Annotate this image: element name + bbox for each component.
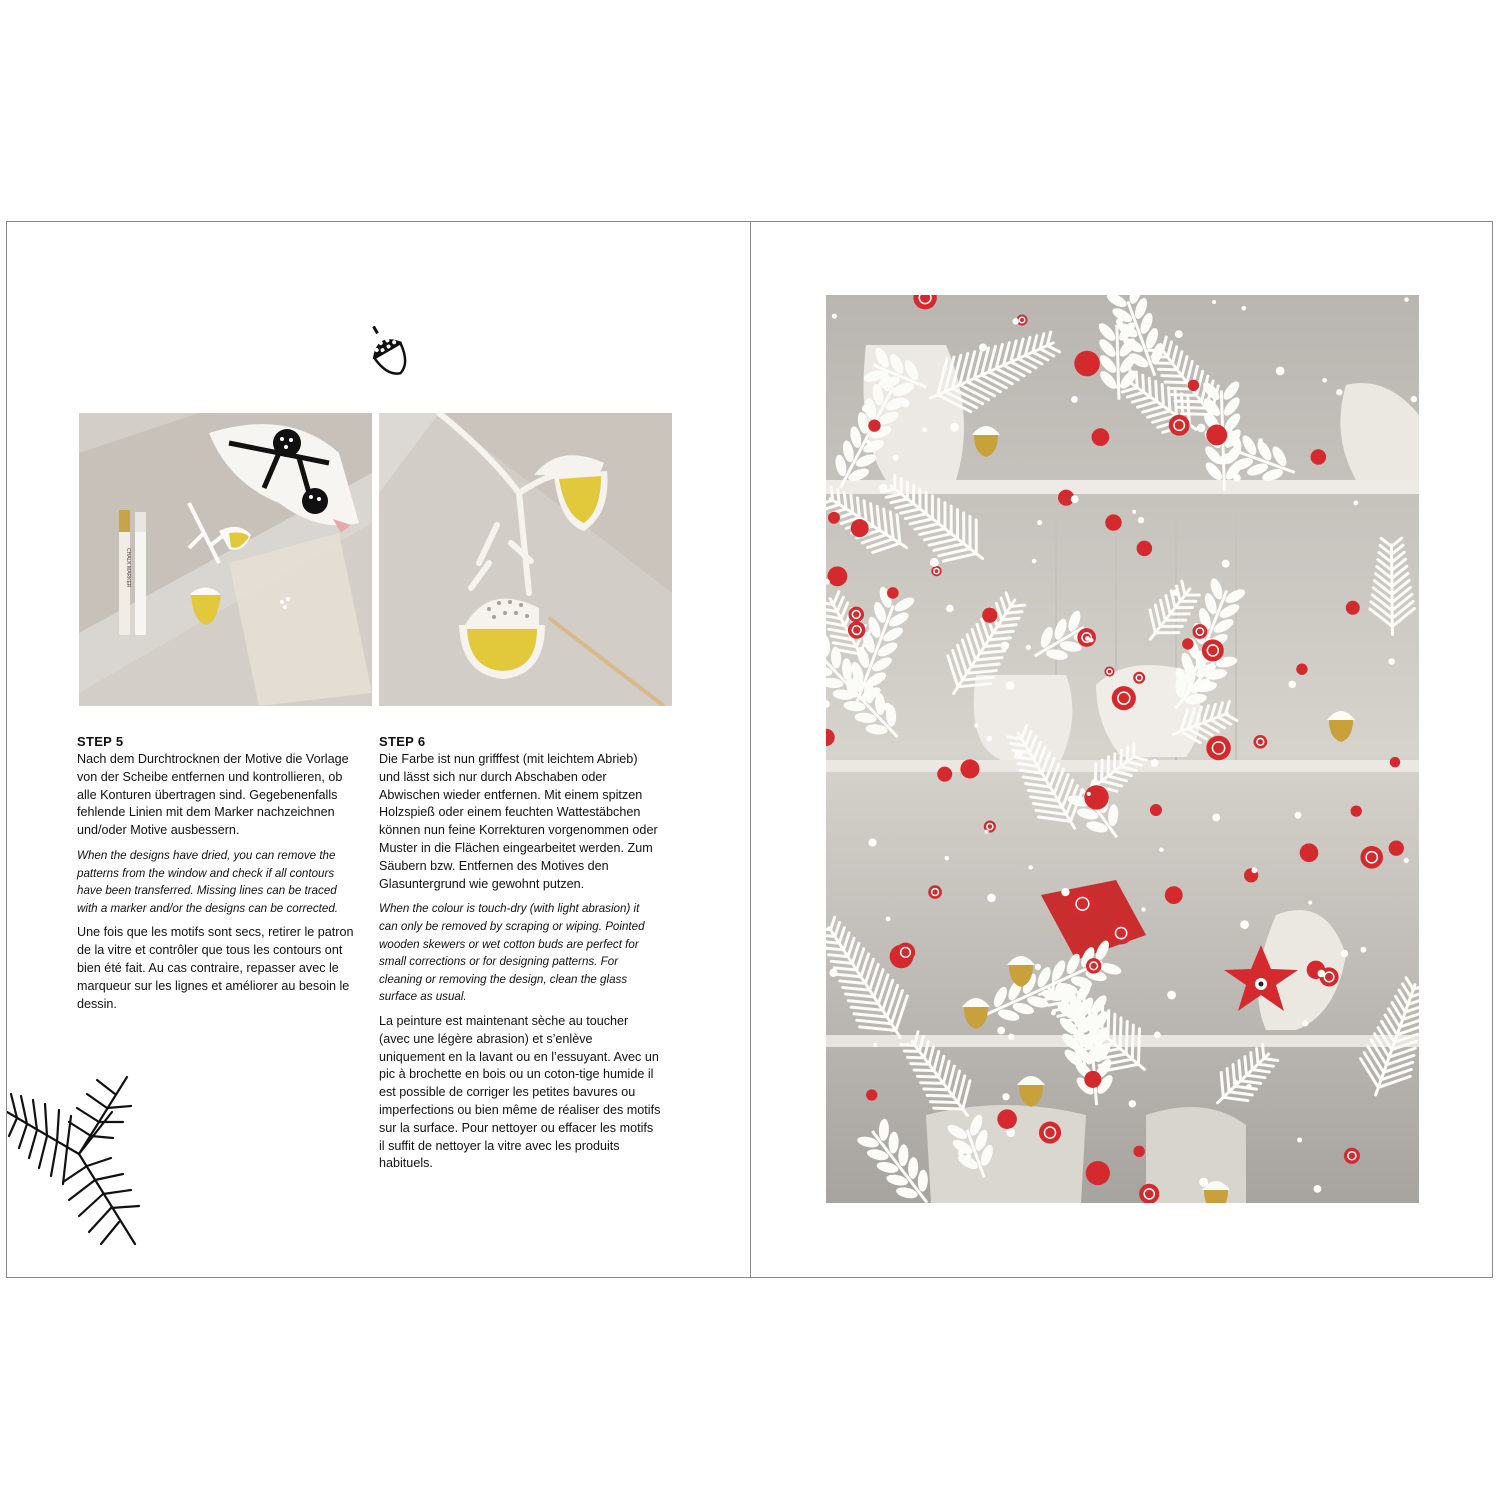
step5-section [77,733,359,1020]
step6-heading: STEP 6 [379,734,426,749]
step6-french-text: La peinture est maintenant sèche au toucher (avec une légère abrasion) et s’enlève uniquement en la lavant ou en l’essuyant. Avec un pic à brochette en bois ou un coton-tige humide il est possible de corriger les petites bavures ou imperfections ou bien même de réaliser des motifs sur la surface. Pour nettoyer ou effacer les motifs il suffit de nettoyer la vitre avec les produits habituels. [379,1013,661,1171]
page-gutter [750,222,751,1277]
step6-photo [379,413,672,706]
step5-heading: STEP 5 [77,734,124,749]
step5-english-text: When the designs have dried, you can remove the patterns from the window and check if all contours have been transferred. Missing lines can be traced with a marker and/or the designs can be corrected. [77,848,338,915]
pine-branch-icon [7,1072,147,1252]
step5-german-text: Nach dem Durchtrocknen der Motive die Vorlage von der Scheibe entfernen und kontrollieren, ob alle Konturen übertragen sind. Gegebenenfalls fehlende Linien mit dem Marker nachzeichnen und/oder Motive ausbessern. [77,752,349,838]
step6-english-text: When the colour is touch-dry (with light abrasion) it can only be removed by scraping or wiping. Pointed wooden skewers or wet cotton buds are perfect for small corrections or for designing patterns. For cleaning or removing the design, clean the glass surface as usual. [379,902,645,1004]
step5-photo [79,413,372,706]
marker-label: CHALK MARKER [125,548,131,588]
step6-german-text: Die Farbe ist nun grifffest (mit leichtem Abrieb) und lässt sich nur durch Abschaben oder Abwischen wieder entfernen. Mit einem spitzen Holzspieß oder einem feuchten Wattestäbchen können nun feine Korrekturen vorgenommen oder Muster in die Flächen eingearbeitet werden. Zum Säubern bzw. Entfernen des Motives den Glasuntergrund wie gewohnt putzen. [379,752,658,891]
acorn-icon [359,326,421,384]
window-painting-photo [826,295,1419,1203]
step6-section [379,733,661,1180]
step5-french-text: Une fois que les motifs sont secs, retirer le patron de la vitre et contrôler que tous les contours ont bien été fait. Au cas contraire, repasser avec le marqueur sur les lignes et améliorer au besoin le dessin. [77,925,354,1011]
book-spread [6,221,1493,1278]
